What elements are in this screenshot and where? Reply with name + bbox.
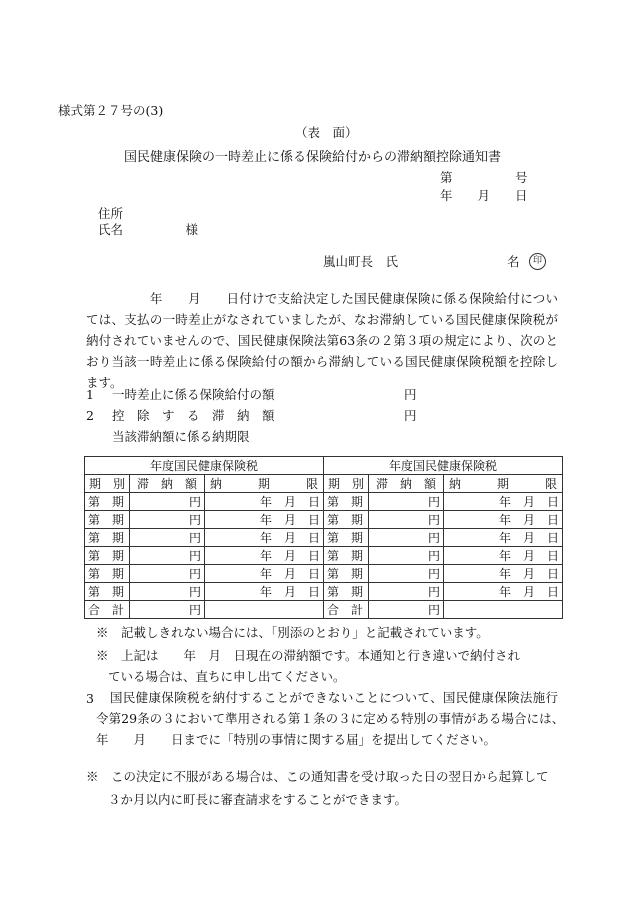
total-amount-cell: 円	[369, 601, 444, 619]
table-row	[85, 529, 563, 547]
arrears-cell: 円	[369, 583, 444, 601]
table-row	[85, 511, 563, 529]
issuer-name-suffix: 名	[507, 254, 520, 269]
official-seal: 印	[529, 253, 546, 270]
arrears-table	[84, 456, 563, 619]
due-date-cell: 年 月 日	[205, 565, 324, 583]
arrears-cell: 円	[130, 529, 205, 547]
appeal-note-line1: ※ この決定に不服がある場合は、この通知書を受け取った日の翌日から起算して	[86, 769, 549, 784]
period-cell: 第 期	[85, 565, 130, 583]
period-cell: 第 期	[85, 583, 130, 601]
col-header-due-date: 納 期 限	[444, 475, 563, 493]
table-row	[85, 565, 563, 583]
table-total-row	[85, 601, 563, 619]
due-date-cell: 年 月 日	[205, 493, 324, 511]
arrears-cell: 円	[130, 511, 205, 529]
due-date-cell: 年 月 日	[444, 583, 563, 601]
due-date-cell: 年 月 日	[205, 547, 324, 565]
due-date-cell: 年 月 日	[205, 529, 324, 547]
col-header-arrears: 滞 納 額	[369, 475, 444, 493]
arrears-cell: 円	[130, 583, 205, 601]
total-amount-cell: 円	[130, 601, 205, 619]
total-label-cell: 合 計	[85, 601, 130, 619]
due-date-cell: 年 月 日	[205, 511, 324, 529]
total-label-cell: 合 計	[324, 601, 369, 619]
due-date-cell: 年 月 日	[205, 583, 324, 601]
appeal-note-line2: ３か月以内に町長に審査請求をすることができます。	[108, 792, 408, 807]
due-date-cell: 年 月 日	[444, 493, 563, 511]
document-title: 国民健康保険の一時差止に係る保険給付からの滞納額控除通知書	[124, 150, 502, 165]
item1-label: 一時差止に係る保険給付の額	[112, 387, 275, 402]
form-number: 様式第２７号の(3)	[58, 103, 164, 118]
address-label: 住所	[98, 206, 124, 221]
arrears-cell: 円	[369, 511, 444, 529]
item2-number: 2	[86, 408, 94, 423]
col-header-arrears: 滞 納 額	[130, 475, 205, 493]
table-row	[85, 547, 563, 565]
note-arrears-date-cont: ている場合は、直ちに申し出てください。	[108, 669, 346, 684]
col-header-due-date: 納 期 限	[205, 475, 324, 493]
side-label: （表 面）	[295, 125, 358, 140]
arrears-cell: 円	[369, 547, 444, 565]
period-cell: 第 期	[324, 493, 369, 511]
recipient-name-label: 氏名 様	[98, 222, 199, 237]
period-cell: 第 期	[324, 583, 369, 601]
table-group-header-row	[85, 457, 563, 475]
col-header-period: 期 別	[85, 475, 130, 493]
table-header-row	[85, 475, 563, 493]
document-date: 年 月 日	[440, 188, 528, 203]
item2-unit: 円	[404, 408, 417, 423]
period-cell: 第 期	[85, 529, 130, 547]
table-row	[85, 583, 563, 601]
due-date-cell: 年 月 日	[444, 547, 563, 565]
note-arrears-date: ※ 上記は 年 月 日現在の滞納額です。本通知と行き違いで納付され	[96, 648, 521, 663]
due-date-cell: 年 月 日	[444, 529, 563, 547]
note-overflow: ※ 記載しきれない場合には、「別添のとおり」と記載されています。	[96, 625, 489, 640]
period-cell: 第 期	[324, 511, 369, 529]
item2-label: 控 除 す る 滞 納 額	[112, 408, 275, 423]
empty-cell	[205, 601, 324, 619]
period-cell: 第 期	[85, 493, 130, 511]
arrears-cell: 円	[369, 529, 444, 547]
table-group-title: 年度国民健康保険税	[324, 457, 563, 475]
arrears-cell: 円	[369, 493, 444, 511]
item1-number: 1	[86, 387, 94, 402]
item1-unit: 円	[404, 387, 417, 402]
due-date-cell: 年 月 日	[444, 511, 563, 529]
item3-paragraph: 国民健康保険税を納付することができないことについて、国民健康保険法施行令第29条の３において準用される第１条の３に定める特別の事情がある場合には、 年 月 日までに「特別の事情に関する届」を提出してください。	[96, 690, 609, 747]
arrears-cell: 円	[130, 547, 205, 565]
due-date-label: 当該滞納額に係る納期限	[112, 429, 250, 444]
empty-cell	[444, 601, 563, 619]
period-cell: 第 期	[324, 547, 369, 565]
period-cell: 第 期	[324, 529, 369, 547]
period-cell: 第 期	[85, 547, 130, 565]
intro-paragraph: 年 月 日付けで支給決定した国民健康保険に係る保険給付については、支払の一時差止がなされていましたが、なお滞納している国民健康保険税が納付されていませんので、国民健康保険法第63条の２第３項の規定により、次のとおり当該一時差止に係る保険給付の額から滞納している国民健康保険税額を控除します。	[86, 291, 558, 390]
due-date-cell: 年 月 日	[444, 565, 563, 583]
col-header-period: 期 別	[324, 475, 369, 493]
period-cell: 第 期	[85, 511, 130, 529]
table-group-title: 年度国民健康保険税	[85, 457, 324, 475]
table-row	[85, 493, 563, 511]
arrears-cell: 円	[130, 493, 205, 511]
issuer: 嵐山町長 氏	[323, 254, 399, 269]
document-number: 第 号	[440, 170, 528, 185]
arrears-cell: 円	[369, 565, 444, 583]
period-cell: 第 期	[324, 565, 369, 583]
arrears-cell: 円	[130, 565, 205, 583]
item3-number: 3	[86, 691, 94, 706]
